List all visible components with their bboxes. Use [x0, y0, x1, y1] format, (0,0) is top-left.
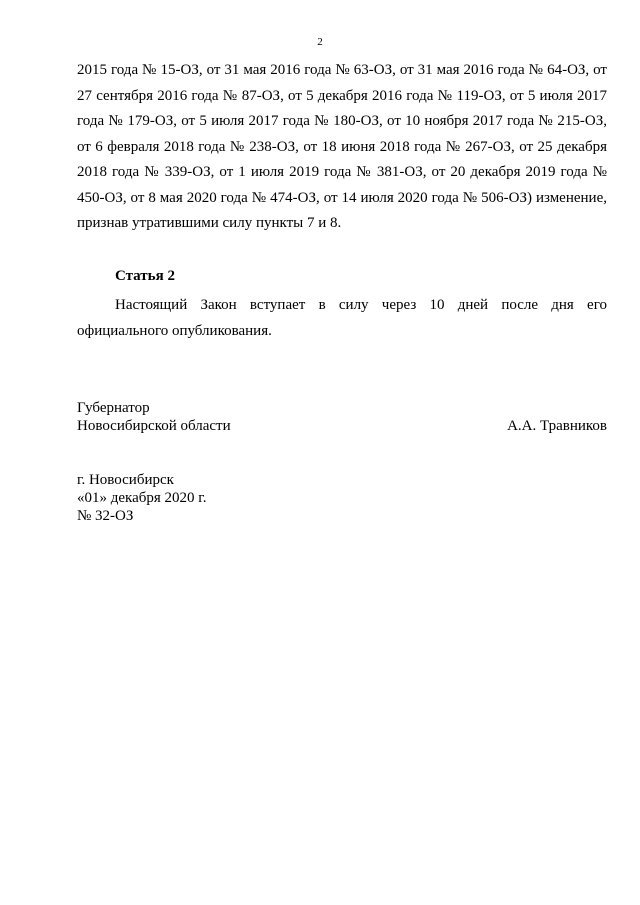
- footer-law-number: № 32-ОЗ: [77, 508, 134, 524]
- signatory-name: А.А. Травников: [507, 418, 607, 434]
- signature-row: [77, 417, 607, 435]
- page-number: 2: [317, 36, 323, 48]
- article-heading: Статья 2: [115, 268, 175, 284]
- article-body: Настоящий Закон вступает в силу через 10 дней после дня его официального опубликования.: [77, 297, 607, 339]
- footer-date: «01» декабря 2020 г.: [77, 490, 207, 506]
- signatory-title-line1: Губернатор: [77, 400, 150, 416]
- footer-city: г. Новосибирск: [77, 472, 174, 488]
- document-footer: [77, 471, 207, 525]
- signature-block: [77, 399, 607, 435]
- signatory-title-line2: Новосибирской области: [77, 418, 231, 434]
- continuation-paragraph: 2015 года № 15-ОЗ, от 31 мая 2016 года № 63-ОЗ, от 31 мая 2016 года № 64-ОЗ, от 27 сентября 2016 года № 87-ОЗ, от 5 декабря 2016 года № 119-ОЗ, от 5 июля 2017 года № 179-ОЗ, от 5 июля 2017 года № 180-ОЗ, от 10 ноября 2017 года № 215-ОЗ, от 6 февраля 2018 года № 238-ОЗ, от 18 июня 2018 года № 267-ОЗ, от 25 декабря 2018 года № 339-ОЗ, от 1 июля 2019 года № 381-ОЗ, от 20 декабря 2019 года № 450-ОЗ, от 8 мая 2020 года № 474-ОЗ, от 14 июля 2020 года № 506-ОЗ) изменение, признав утратившими силу пункты 7 и 8.: [77, 62, 607, 231]
